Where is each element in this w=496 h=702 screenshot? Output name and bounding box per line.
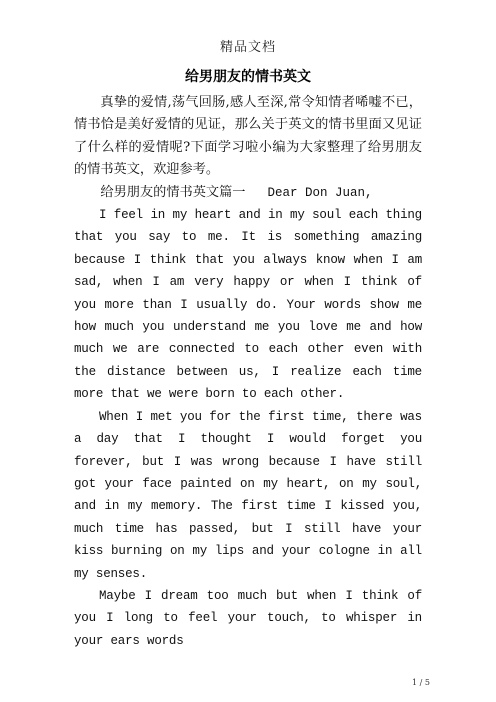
letter-greeting: Dear Don Juan, bbox=[267, 185, 373, 200]
document-title: 给男朋友的情书英文 bbox=[185, 69, 311, 85]
intro-paragraph: 真挚的爱情,荡气回肠,感人至深,常令知情者唏嘘不已，情书恰是美好爱情的见证，那么关于英文的情书里面又见证了什么样的爱情呢?下面学习啦小编为大家整理了给男朋友的情书英文，欢迎参考。 bbox=[74, 95, 422, 178]
page-indicator: 1 / 5 bbox=[412, 678, 430, 687]
letter-paragraph-1: I feel in my heart and in my soul each thing that you say to me. It is something amazing because I think that you always know when I am sad, when I am very happy or when I think of you more than I usually do. Your words show me how much you understand me you love me and how much we are connected to each other even with the distance between us, I realize each time more that we were born to each other. bbox=[74, 208, 422, 402]
section-heading: 给男朋友的情书英文篇一 bbox=[100, 184, 246, 200]
letter-paragraph-2: When I met you for the first time, there was a day that I thought I would forget you forever, but I was wrong because I have still got your face painted on my heart, on my soul, and in my memory. The first time I kissed you, much time has passed, but I still have your kiss burning on my lips and your cologne in all my senses. bbox=[74, 409, 422, 581]
page-header: 精品文档 bbox=[219, 40, 276, 55]
letter-paragraph-3: Maybe I dream too much but when I think of you I long to feel your touch, to whisper in your ears words bbox=[74, 588, 422, 648]
section-heading-line bbox=[74, 182, 422, 204]
document-body bbox=[74, 92, 422, 652]
